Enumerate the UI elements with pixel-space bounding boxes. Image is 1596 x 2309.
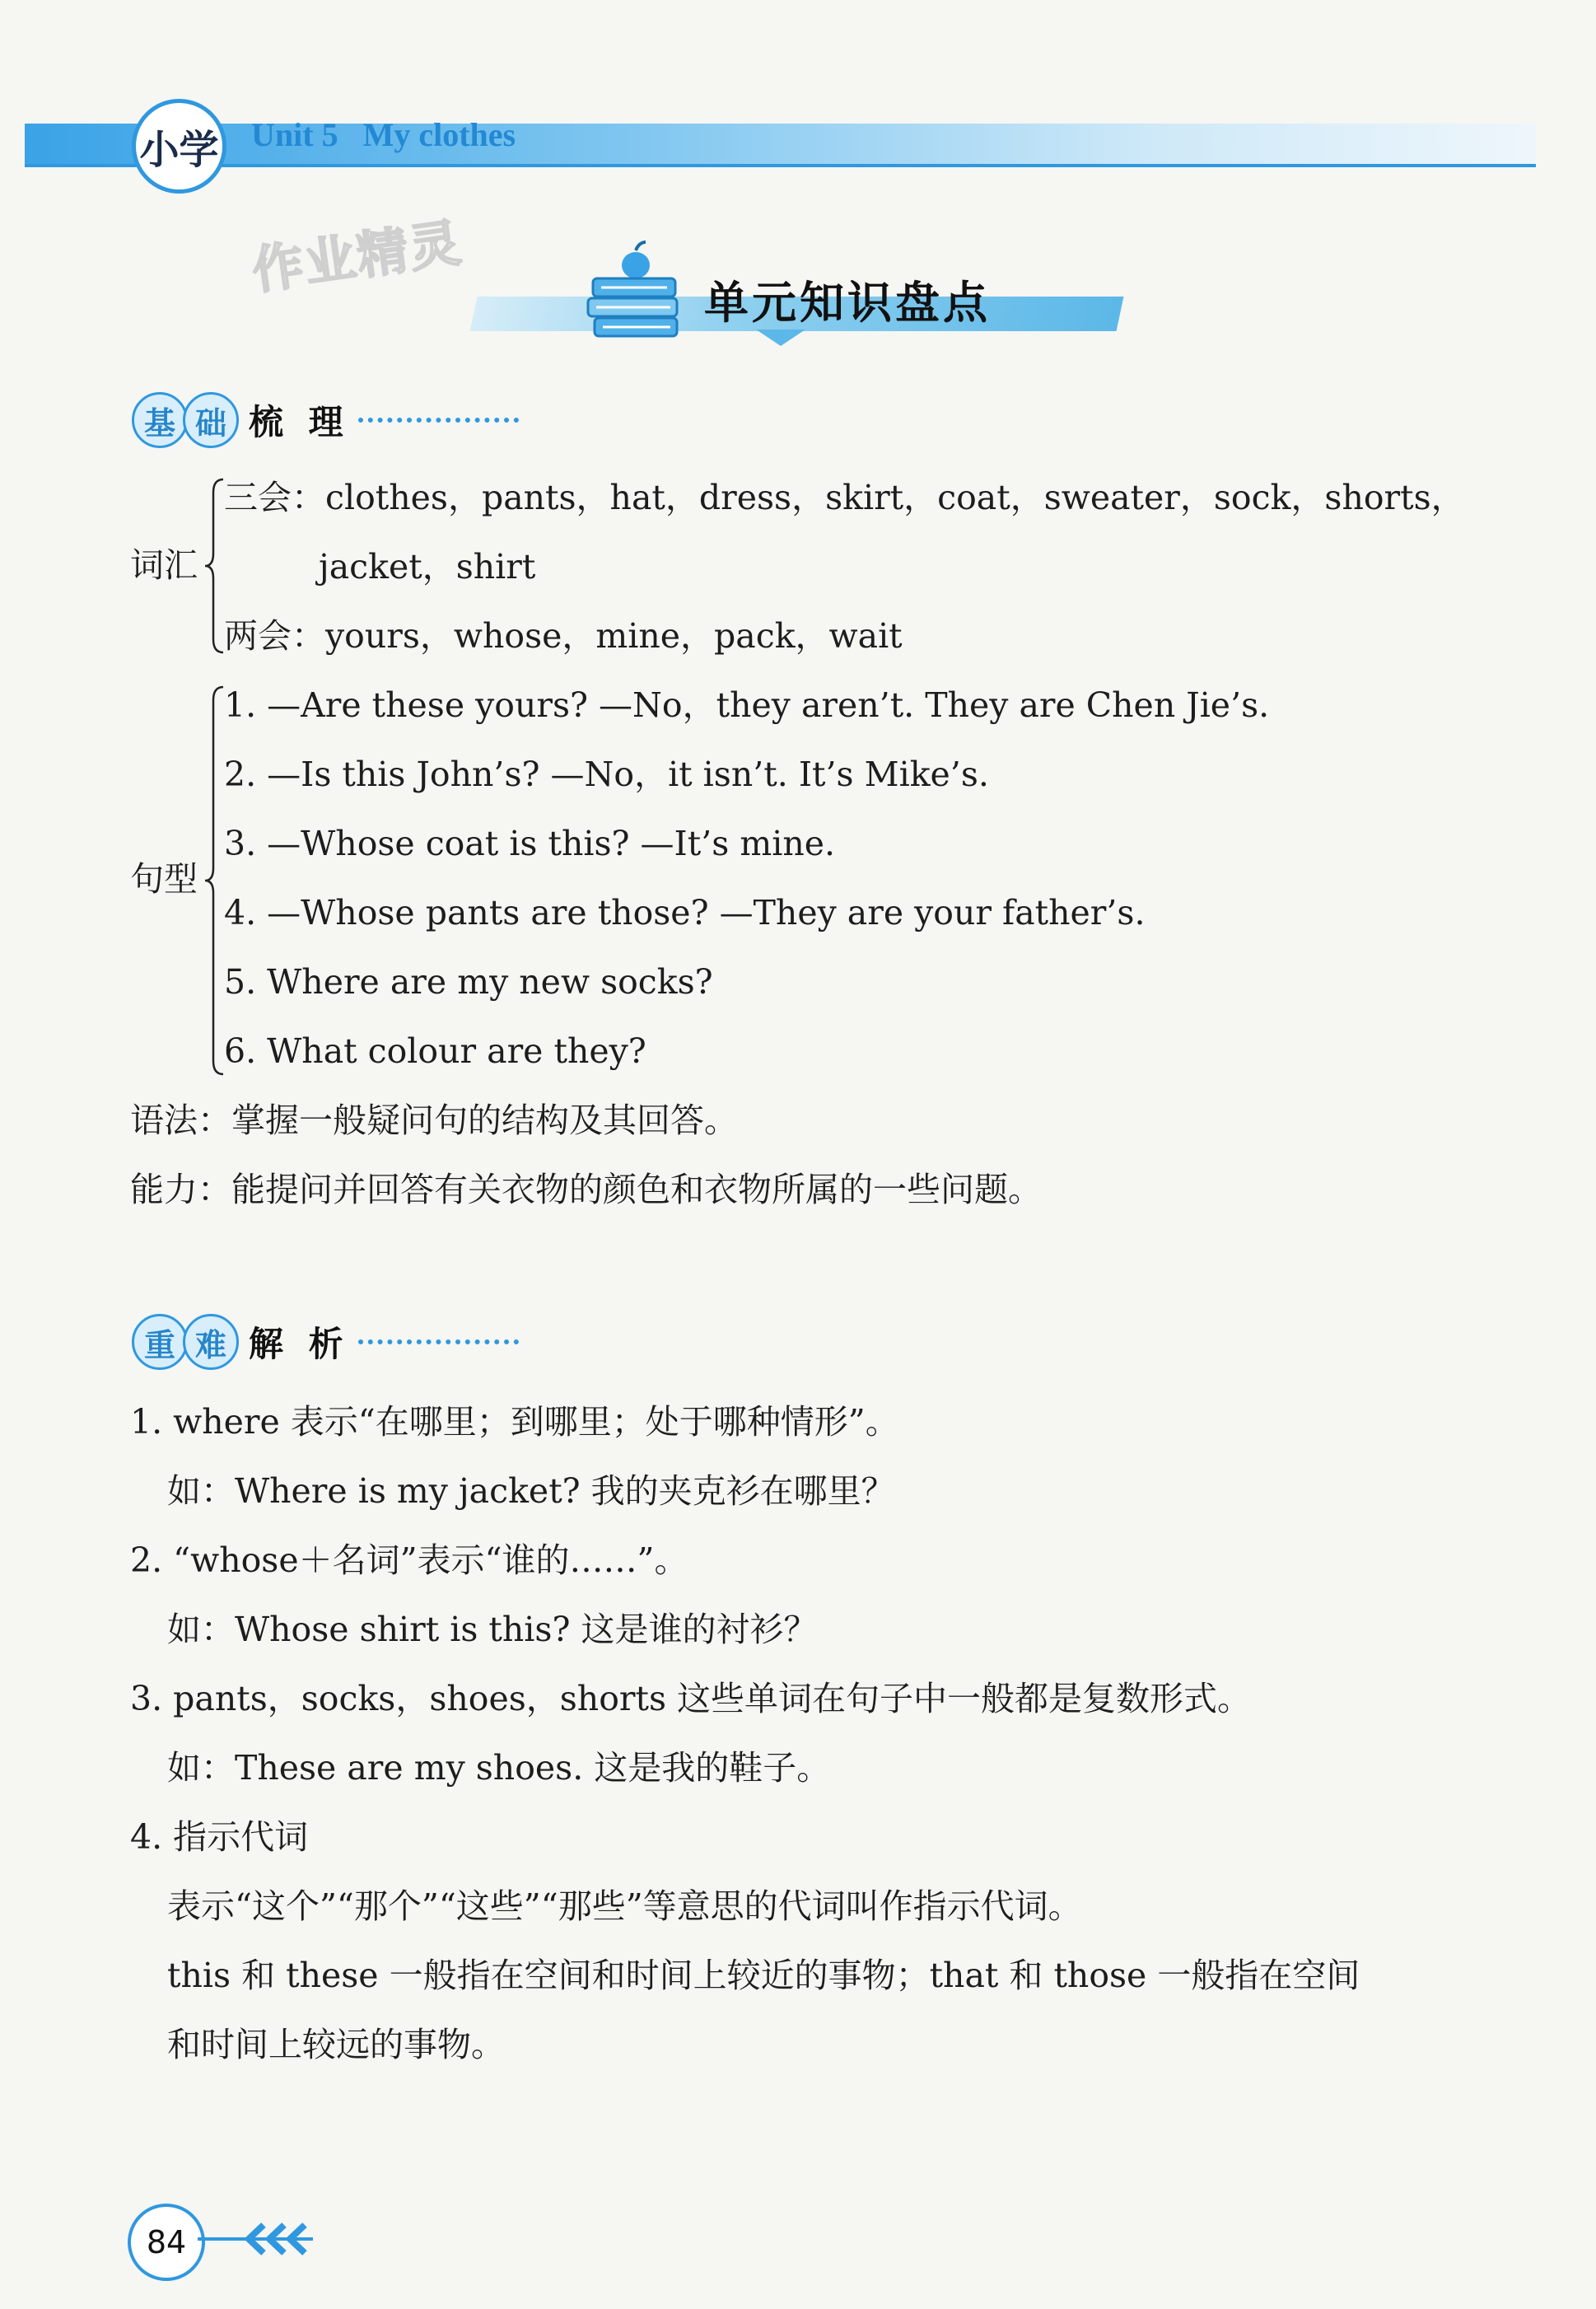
key-line: 如：Where is my jacket? 我的夹克衫在哪里？ (167, 1471, 895, 1511)
sentence-item: 1. —Are these yours? —No，they aren’t. They are Chen Jie’s. (224, 685, 1270, 725)
key-line: 如：These are my shoes. 这是我的鞋子。 (167, 1748, 831, 1788)
sentence-item: 6. What colour are they? (224, 1031, 646, 1071)
heading-text: 解 析 (249, 1324, 350, 1364)
logo-text: 小学 (139, 127, 219, 173)
key-line: this 和 these 一般指在空间和时间上较近的事物；that 和 those 一般指在空间 (167, 1956, 1360, 1995)
key-line: 1. where 表示“在哪里；到哪里；处于哪种情形”。 (130, 1402, 899, 1442)
banner-pointer (756, 330, 805, 346)
unit-title (251, 115, 516, 154)
heading-text: 梳 理 (249, 402, 350, 442)
sentence-item: 5. Where are my new socks? (224, 962, 713, 1002)
key-line: 2. “whose＋名词”表示“谁的……”。 (130, 1540, 688, 1580)
key-line: 表示“这个”“那个”“这些”“那些”等意思的代词叫作指示代词。 (167, 1886, 1082, 1926)
sentence-item: 3. —Whose coat is this? —It’s mine. (224, 824, 836, 863)
section-heading-key (132, 1313, 519, 1371)
key-line: 如：Whose shirt is this? 这是谁的衬衫？ (167, 1610, 818, 1649)
grammar-line: 语法：掌握一般疑问句的结构及其回答。 (130, 1101, 738, 1140)
books-apple-icon (585, 239, 684, 342)
heading-char-circle: 难 (183, 1314, 239, 1370)
section-heading-basic (132, 391, 519, 449)
heading-char-circle: 础 (183, 392, 239, 448)
sentence-item: 4. —Whose pants are those? —They are your father’s. (224, 893, 1146, 932)
vocab-line-1: 三会：clothes，pants，hat，dress，skirt，coat，sweater，sock，shorts， (224, 478, 1465, 517)
key-line: 3. pants，socks，shoes，shorts 这些单词在句子中一般都是复数形式。 (130, 1679, 1252, 1718)
unit-name: My clothes (362, 116, 516, 153)
banner-title: 单元知识盘点 (704, 277, 991, 329)
sentences-brace (202, 684, 226, 1077)
heading-dotted-rule (358, 1339, 519, 1344)
sentence-item: 2. —Is this John’s? —No，it isn’t. It’s Mike’s. (224, 755, 989, 794)
heading-dotted-rule (358, 418, 519, 423)
key-line: 4. 指示代词 (130, 1817, 309, 1857)
key-line: 和时间上较远的事物。 (167, 2025, 505, 2064)
vocab-brace (202, 476, 226, 656)
unit-number: Unit 5 (251, 116, 338, 153)
school-logo-icon (132, 99, 226, 194)
chevron-left-arrows-icon (198, 2220, 321, 2258)
vocab-label: 词汇 (130, 545, 198, 585)
ability-line: 能力：能提问并回答有关衣物的颜色和衣物所属的一些问题。 (130, 1170, 1042, 1209)
vocab-line-2: jacket，shirt (319, 547, 536, 587)
sentences-label: 句型 (130, 859, 198, 899)
page-number: 84 (128, 2204, 205, 2281)
heading-char-circle: 重 (132, 1314, 188, 1370)
vocab-line-3: 两会：yours，whose，mine，pack，wait (224, 616, 903, 656)
heading-char-circle: 基 (132, 392, 188, 448)
watermark: 作业精灵 (248, 212, 466, 301)
header-rule (25, 164, 1536, 167)
